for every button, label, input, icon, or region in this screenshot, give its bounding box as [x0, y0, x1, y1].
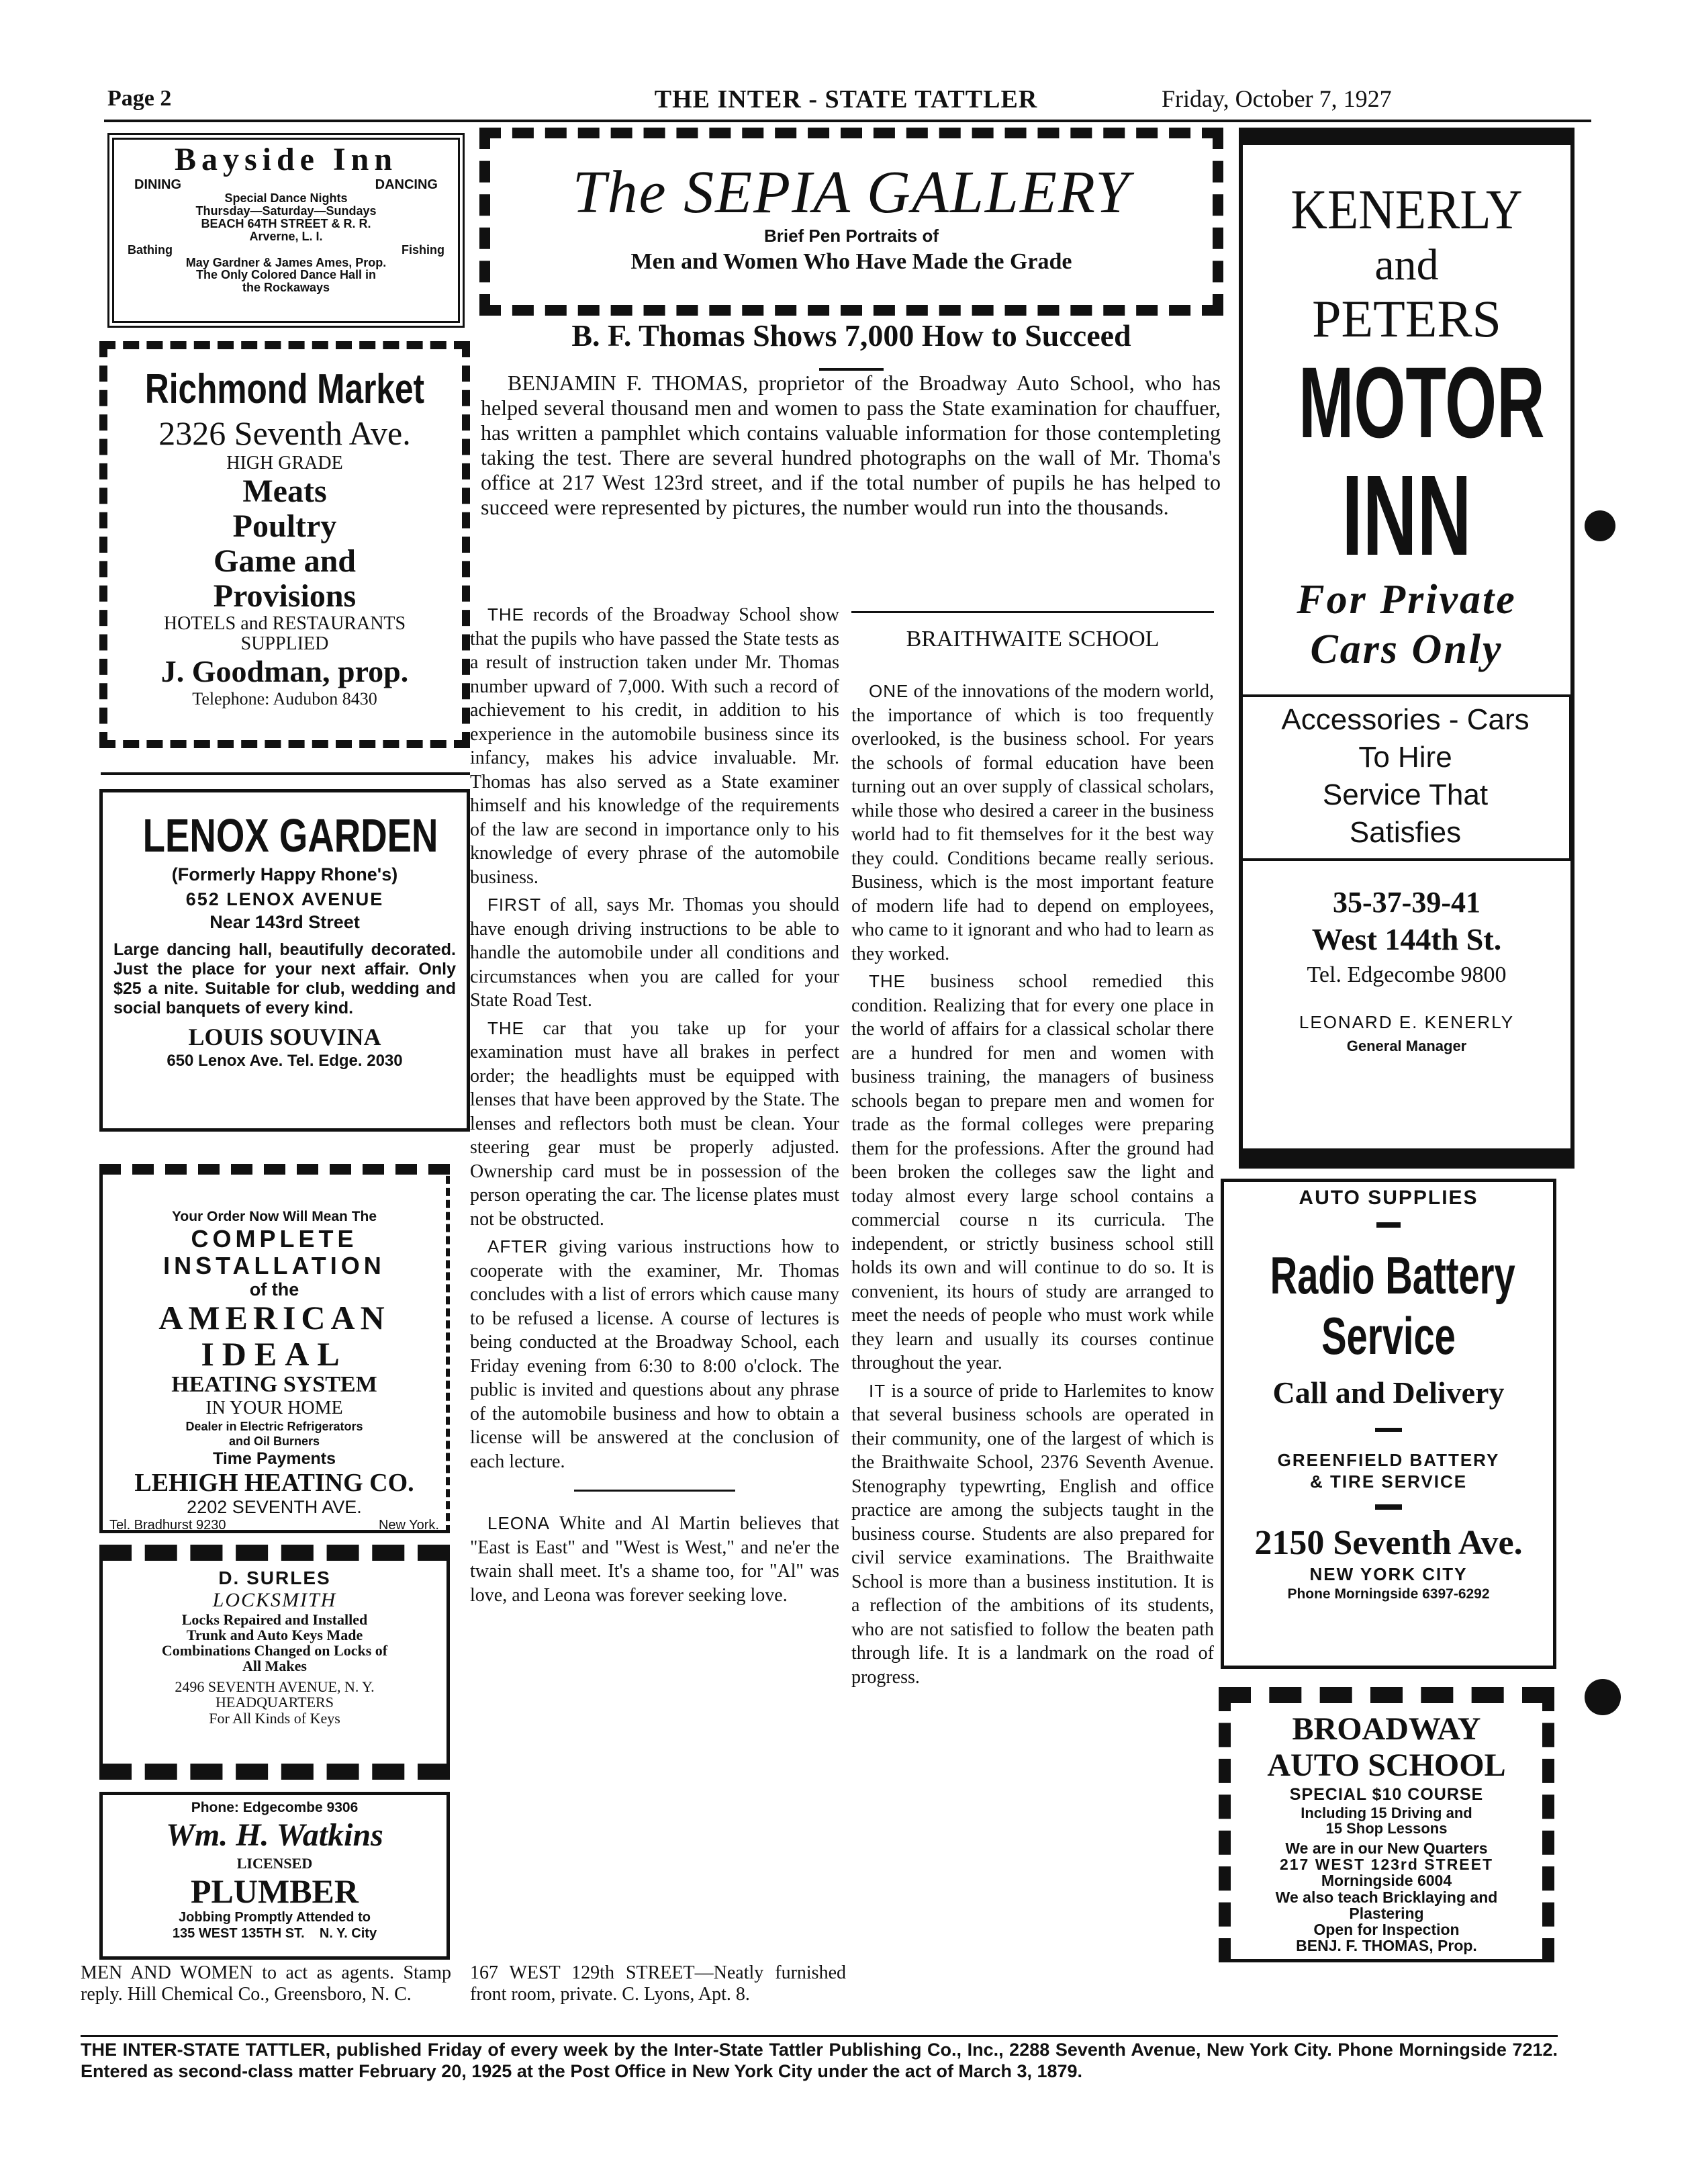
ad-line: COMPLETE	[191, 1225, 358, 1253]
ad-dancing: DANCING	[375, 177, 438, 192]
ad-bayside-inn	[107, 133, 465, 328]
gallery-subtitle: Brief Pen Portraits of	[763, 226, 939, 246]
ad-title: Bayside Inn	[174, 142, 398, 177]
ad-body: Large dancing hall, beautifully decorated. Just the place for your next affair. Only $25 a nite. Suitable for club, wedding and social banquets of every kind.	[113, 940, 456, 1017]
ad-kenerly-peters	[1239, 128, 1574, 1169]
ad-title: Richmond Market	[144, 366, 425, 412]
article-intro-text: BENJAMIN F. THOMAS, proprietor of the Broadway Auto School, who has helped several thousand men and women to pass the State examination for chauffuer, has written a pamphlet which contains valuable information for those contempleting taking the test. There are several hundred photographs on the wall of Mr. Thoma's office at 217 West 123rd street, and if the total number of pupils he has helped to succeed were represented by pictures, the number would run into the thousands.	[481, 371, 1221, 519]
ad-line: the Rockaways	[242, 281, 330, 295]
ad-surles-locksmith	[99, 1545, 450, 1780]
ad-line: BENJ. F. THOMAS, Prop.	[1296, 1937, 1477, 1955]
ad-line: Cars Only	[1310, 627, 1503, 672]
ad-broadway-auto-school	[1219, 1687, 1554, 1962]
paragraph-text: records of the Broadway School show that the pupils who have passed the State tests as a result of instruction taken under Mr. Thomas number upward of 7,000. With such a record of achievement to his credit, in addition to his experience in the automobile business since its infancy, makes his advice invaluable. Mr. Thomas has also served as a State examiner himself and his knowledge of the requirements of the law are second in importance only to his knowledge of every phrase of the automobile business.	[470, 604, 839, 888]
ad-proprietor: J. Goodman, prop.	[160, 654, 409, 688]
dropcap: IT	[869, 1380, 886, 1401]
ad-fishing: Fishing	[402, 242, 444, 257]
masthead: THE INTER - STATE TATTLER	[654, 85, 1038, 113]
ad-line: of the	[249, 1279, 299, 1300]
issue-date: Friday, October 7, 1927	[1162, 85, 1392, 112]
article-paragraph	[470, 1017, 839, 1232]
ad-trade: LOCKSMITH	[212, 1589, 337, 1611]
punch-hole-icon	[1585, 1679, 1621, 1715]
paragraph-text: is a source of pride to Harlemites to know that several business schools are operated in their community, one of the largest of which is the Braithwaite School, 2376 Seventh Avenue. Stenography typewrting, English and office practice are among the subjects taught in the business course. Students are also prepared for civil service examinations. The Braithwaite School is more than a business institution. It is a reflection of the ambitions of its students, who are not satisfied to follow the beaten path through life. It is a landmark on the road of progress.	[851, 1380, 1214, 1688]
ad-manager: LEONARD E. KENERLY	[1299, 1012, 1515, 1032]
ad-phone: 650 Lenox Ave. Tel. Edge. 2030	[167, 1052, 403, 1070]
divider-icon	[1375, 1504, 1402, 1510]
article-paragraph	[470, 893, 839, 1013]
ad-title: AUTO SCHOOL	[1267, 1747, 1506, 1783]
ad-line: IDEAL	[201, 1335, 348, 1373]
ad-line: Your Order Now Will Mean The	[171, 1209, 377, 1224]
ad-title: LENOX GARDEN	[142, 809, 438, 862]
dropcap: THE	[487, 604, 524, 625]
ad-line: Radio Battery	[1270, 1246, 1515, 1305]
section-rule	[574, 1490, 735, 1492]
ad-line: Combinations Changed on Locks of	[161, 1642, 388, 1659]
ad-line: Time Payments	[213, 1449, 336, 1468]
braithwaite-heading: BRAITHWAITE SCHOOL	[906, 627, 1160, 651]
article-paragraph	[470, 1512, 839, 1607]
ad-address: West 144th St.	[1311, 922, 1502, 956]
ad-line: Service	[1321, 1306, 1456, 1365]
ad-line: KENERLY	[1290, 179, 1523, 241]
ad-line: Call and Delivery	[1272, 1375, 1505, 1410]
ad-line: and Oil Burners	[228, 1435, 320, 1448]
ad-line: HIGH GRADE	[226, 453, 343, 473]
article-intro	[481, 371, 1221, 524]
divider-icon	[1375, 1428, 1402, 1432]
ad-line: 135 WEST 135TH ST. N. Y. City	[172, 1926, 377, 1941]
ad-line: Dealer in Electric Refrigerators	[185, 1420, 363, 1433]
dropcap: THE	[869, 971, 906, 991]
ad-line: NEW YORK CITY	[1309, 1564, 1468, 1584]
ad-line: Arverne, L. I.	[249, 229, 323, 243]
ad-line: HOTELS and RESTAURANTS	[163, 613, 406, 634]
ad-line: Jobbing Promptly Attended to	[179, 1910, 371, 1925]
classified-hill-chemical: MEN AND WOMEN to act as agents. Stamp reply. Hill Chemical Co., Greensboro, N. C.	[81, 1962, 451, 2005]
ad-watkins-plumber	[99, 1792, 450, 1960]
paragraph-text: White and Al Martin believes that "East is East" and "West is West," and ne'er the twain shall meet. It's a shame too, for "Al" was love, and Leona was forever seeking love.	[470, 1513, 839, 1606]
ad-greenfield-battery	[1221, 1179, 1556, 1669]
page-number: Page 2	[107, 86, 172, 111]
paragraph-text: car that you take up for your examination must have all brakes in perfect order; the headlights must be equipped with lenses that have been approved by the State. The lenses and reflectors both must be clean. Your steering gear must be properly adjusted. Ownership card must be in possession of the person operating the car. The license plates must not be obstructed.	[470, 1017, 839, 1230]
article-headline: B. F. Thomas Shows 7,000 How to Succeed	[571, 318, 1131, 353]
divider-icon	[1376, 1222, 1401, 1228]
ad-phone: Tel. Edgecombe 9800	[1307, 962, 1507, 987]
ad-trade: PLUMBER	[191, 1872, 359, 1910]
ad-line: 15 Shop Lessons	[1325, 1820, 1448, 1837]
ad-line: Trunk and Auto Keys Made	[186, 1627, 363, 1644]
ad-line: For Private	[1297, 577, 1517, 623]
ad-line: We are in our New Quarters	[1285, 1839, 1488, 1858]
ad-line: PETERS	[1312, 289, 1501, 348]
ad-line: The Only Colored Dance Hall in	[195, 268, 377, 282]
paragraph-text: business school remedied this condition. Realizing that for every one place in the world of affairs for a classical scholar there are a hundred for men and women with business training, the managers of business schools began to prepare men and women for trade as the formal colleges were preparing them for the professions. After the ground had been broken the colleges saw the light and today almost every large school contains a commercial course n its curricula. The independent, or strictly business school still holds its own and will continue to do so. It is convenient, its hours of study are arranged to meet the needs of people who must work while they learn and usually its courses continue throughout the year.	[851, 971, 1214, 1373]
ad-line: (Formerly Happy Rhone's)	[171, 864, 398, 884]
ad-line: HEADQUARTERS	[216, 1694, 334, 1711]
ad-line: LICENSED	[236, 1855, 313, 1872]
ad-line: Including 15 Driving and	[1301, 1805, 1472, 1821]
ad-line: 2202 SEVENTH AVE.	[187, 1497, 362, 1517]
dropcap: FIRST	[487, 895, 542, 915]
ad-item: Poultry	[232, 508, 337, 544]
ad-title: BROADWAY	[1292, 1711, 1481, 1747]
ad-line: and	[1374, 240, 1439, 289]
ad-phone: Phone: Edgecombe 9306	[191, 1800, 359, 1815]
sepia-gallery-banner	[479, 128, 1223, 316]
braithwaite-column	[851, 617, 1214, 1693]
ad-line: Accessories - Cars	[1281, 703, 1530, 736]
ad-line: For All Kinds of Keys	[209, 1709, 340, 1727]
ad-line: Locks Repaired and Installed	[181, 1611, 368, 1628]
ad-line: IN YOUR HOME	[205, 1398, 343, 1418]
ad-dining: DINING	[134, 177, 181, 192]
paragraph-text: giving various instructions how to cooperate with the examiner, Mr. Thomas concludes with a list of errors which cause many to be refused a license. A course of lectures is being conducted at the Broadway School, each Friday evening from 6:30 to 8:00 o'clock. The public is invited and questions about any phrase of the automobile business and how to obtain a license will be answered at the conclusion of each lecture.	[470, 1236, 839, 1472]
ad-line: General Manager	[1346, 1038, 1467, 1054]
ad-address: 2326 Seventh Ave.	[158, 414, 411, 452]
ad-line: SUPPLIED	[240, 633, 329, 654]
ad-line: Special Dance Nights	[224, 191, 348, 205]
ad-line: INN	[1342, 452, 1472, 580]
ad-lenox-garden	[99, 789, 470, 1132]
ad-address: 35-37-39-41	[1333, 886, 1480, 919]
dropcap: AFTER	[487, 1236, 549, 1257]
ad-title: D. SURLES	[218, 1567, 331, 1588]
ad-line: AMERICAN	[158, 1299, 390, 1336]
ad-dining-row	[114, 177, 458, 192]
ad-line: All Makes	[242, 1657, 307, 1675]
ad-item: Game and	[213, 543, 356, 579]
article-paragraph	[470, 603, 839, 889]
article-column	[470, 603, 839, 1611]
gallery-title: The SEPIA GALLERY	[572, 159, 1131, 226]
footer-rule	[81, 2035, 1558, 2037]
header-rule	[104, 120, 1591, 122]
ad-line: 217 WEST 123rd STREET	[1279, 1856, 1494, 1874]
ad-city: New York.	[378, 1518, 439, 1533]
ad-line: To Hire	[1358, 741, 1452, 774]
ad-line: HEATING SYSTEM	[171, 1372, 377, 1397]
ad-line: SPECIAL $10 COURSE	[1289, 1785, 1484, 1804]
dropcap: ONE	[869, 681, 909, 701]
article-paragraph	[470, 1235, 839, 1473]
ad-line: Near 143rd Street	[209, 912, 360, 932]
ad-title: Wm. H. Watkins	[166, 1817, 383, 1853]
ad-line: Morningside 6004	[1321, 1872, 1452, 1890]
ad-item: Meats	[242, 473, 327, 509]
ad-phone: Telephone: Audubon 8430	[192, 689, 377, 709]
dropcap: THE	[487, 1017, 524, 1038]
ad-richmond-market	[99, 341, 470, 748]
ad-item: Provisions	[213, 578, 357, 614]
column-divider	[851, 611, 1214, 613]
punch-hole-icon	[1585, 510, 1615, 541]
ad-line: AUTO SUPPLIES	[1299, 1187, 1478, 1209]
ad-line: Open for Inspection	[1313, 1920, 1460, 1938]
gallery-subtitle: Men and Women Who Have Made the Grade	[630, 249, 1072, 274]
ad-lehigh-heating	[99, 1164, 450, 1533]
ad-line: BEACH 64TH STREET & R. R.	[201, 216, 371, 230]
ad-line: & TIRE SERVICE	[1309, 1471, 1468, 1492]
classified-room: 167 WEST 129th STREET—Neatly furnished front room, private. C. Lyons, Apt. 8.	[470, 1962, 846, 2005]
ad-services-box	[1239, 694, 1572, 861]
paragraph-text: of the innovations of the modern world, the importance of which is too frequently overlooked, is the business school. For years the schools of formal education have been turning out an over supply of classical scholars, while those who desired a career in the business world had to fit themselves for it the best way they could. Conditions became really serious. Business, which is the most important feature of modern life had to depend on employees, who came to it ignorant and who had to learn as they worked.	[851, 681, 1214, 964]
ad-line: May Gardner & James Ames, Prop.	[185, 255, 387, 269]
ad-line: Plastering	[1349, 1904, 1424, 1922]
ad-phone: Phone Morningside 6397-6292	[1287, 1586, 1490, 1602]
ad-line: Satisfies	[1349, 816, 1462, 849]
column-rule	[101, 772, 470, 775]
ad-line: MOTOR	[1298, 346, 1545, 459]
ad-line: We also teach Bricklaying and	[1275, 1888, 1498, 1906]
ad-line: INSTALLATION	[163, 1252, 385, 1279]
ad-line: LEHIGH HEATING CO.	[134, 1469, 414, 1497]
article-paragraph	[851, 970, 1214, 1375]
article-paragraph	[851, 680, 1214, 966]
ad-bathing: Bathing	[128, 242, 173, 257]
ad-line: GREENFIELD BATTERY	[1277, 1450, 1500, 1470]
ad-line: 2496 SEVENTH AVENUE, N. Y.	[175, 1678, 375, 1696]
dropcap: LEONA	[487, 1513, 551, 1533]
ad-line: Thursday—Saturday—Sundays	[195, 203, 377, 218]
ad-owner: LOUIS SOUVINA	[188, 1023, 381, 1050]
paragraph-text: of all, says Mr. Thomas you should have enough driving instructions to be able to handle the automobile under all conditions and circumstances when you are called for your State Road Test.	[470, 895, 839, 1011]
ad-phone: Tel. Bradhurst 9230	[109, 1518, 226, 1533]
ad-address: 2150 Seventh Ave.	[1254, 1524, 1523, 1562]
article-paragraph	[851, 1379, 1214, 1690]
ad-address: 652 LENOX AVENUE	[185, 889, 384, 909]
publication-notice: THE INTER-STATE TATTLER, published Friday of every week by the Inter-State Tattler Publishing Co., Inc., 2288 Seventh Avenue, New York City. Phone Morningside 7212. Entered as second-class matter February 20, 1925 at the Post Office in New York City under the act of March 3, 1879.	[81, 2040, 1558, 2081]
ad-line: Service That	[1322, 778, 1489, 811]
